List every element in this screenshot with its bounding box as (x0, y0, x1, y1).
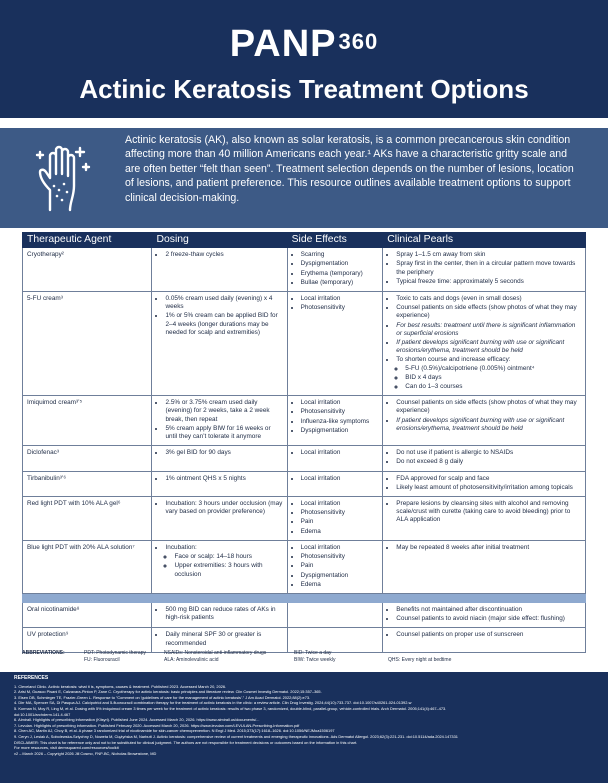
abbreviation-item: NSAIDs: Nonsteroidal anti-inflammatory drugs (164, 650, 267, 656)
bullet-item: • 5% cream apply BIW for 16 weeks or until they can’t tolerate it anymore (165, 425, 282, 441)
table-body-secondary (23, 602, 586, 652)
reference-item: 1. Cleveland Clinic. Actinic keratosis: what it is, symptoms, causes & treatment. Published 2023. Accessed March 20, 2026. (14, 683, 227, 689)
bullet-list (396, 365, 581, 392)
table-row (23, 248, 586, 292)
side-effects-cell (287, 497, 383, 541)
table-row (23, 602, 586, 627)
table-row (23, 497, 586, 541)
column-header: Dosing (152, 233, 287, 248)
header (0, 0, 608, 118)
column-header: Clinical Pearls (383, 233, 586, 248)
bullet-list (156, 544, 282, 579)
agent-cell: Diclofenac³ (23, 446, 152, 471)
bullet-item: • Incubation: (165, 544, 282, 552)
bullet-item: • Do not exceed 8 g daily (396, 458, 581, 466)
bullet-item: • Edema (301, 581, 379, 589)
bullet-item: ◦ 5-FU (0.5%)/calcipotriene (0.005%) ointment⁴ (405, 365, 581, 373)
abbreviations-spacer (22, 657, 84, 664)
agent-cell: Cryotherapy² (23, 248, 152, 292)
side-effects-cell (287, 471, 383, 496)
reference-item: v2 – March 2026 – Copyright 2026 Jill Cosmo, FNP-BC, Nicholas Brownstone, MD (14, 750, 157, 756)
agent-cell: UV protection⁹ (23, 628, 152, 652)
bullet-item: • Photosensitivity (301, 408, 379, 416)
references-heading: REFERENCES (14, 675, 49, 681)
table-body (23, 248, 586, 594)
abbreviation-item: ALA: Aminolevulinic acid (164, 657, 219, 663)
dosing-cell (152, 446, 287, 471)
column-header: Side Effects (287, 233, 383, 248)
abbreviations-row (22, 650, 586, 657)
treatment-table (22, 232, 586, 653)
agent-cell: Red light PDT with 10% ALA gel⁶ (23, 497, 152, 541)
intro-section (0, 118, 608, 228)
reference-item: 6. Almirall. Highlights of prescribing information (Klisyri). Published June 2024. Accessed March 20, 2026. https://www.almirall.us/documents/... (14, 717, 260, 723)
bullet-item: ◦ BID x 4 days (405, 374, 581, 382)
bullet-item: • Photosensitivity (301, 553, 379, 561)
agent-cell: Tirbanibulin³ʼ⁶ (23, 471, 152, 496)
side-effects-cell (287, 602, 383, 627)
bullet-list (156, 475, 282, 483)
bullet-list (387, 399, 581, 433)
bullet-list (292, 399, 379, 435)
pearls-cell (383, 602, 586, 627)
bullet-item: • Likely least amount of photosensitivity/irritation among topicals (396, 484, 581, 492)
reference-item: 4. Dirr MA, Spencer SA, Di Pasqua AJ. Calcipotriol and 5-fluorouracil combination therapy for the treatment of actinic keratosis in the clinic: a review article. Clin Drug Investig. 2024;44(10):733-737. doi:10.1007/s40261-024-01392-w (14, 700, 412, 706)
agent-cell: Blue light PDT with 20% ALA solution⁷ (23, 540, 152, 593)
abbreviation-item: BIW: Twice weekly (294, 657, 336, 663)
side-effects-cell (287, 292, 383, 396)
bullet-item: ◦ Upper extremities: 3 hours with occlusion (174, 562, 282, 578)
abbreviations-row (22, 657, 586, 664)
brand-sup: 360 (338, 29, 379, 54)
bullet-item: • Counsel patients on side effects (show photos of what they may experience) (396, 304, 581, 320)
bullet-list (156, 449, 282, 457)
bullet-item: • Benefits not maintained after discontinuation (396, 606, 581, 614)
intro-text: Actinic keratosis (AK), also known as solar keratosis, is a common precancerous skin condition affecting more than 40 million Americans each year.¹ AKs have a characteristic gritty scale and are often better “felt than seen”. Treatment selection depends on the number of lesions, location of lesions, and patient preference. This resource outlines available treatment options to support clinical decision-making. (125, 134, 574, 204)
pearls-cell (383, 497, 586, 541)
bullet-item: • Scarring (301, 251, 379, 259)
bullet-item: • Dyspigmentation (301, 260, 379, 268)
bullet-item: • Photosensitivity (301, 304, 379, 312)
separator-cell (23, 593, 586, 602)
bullet-list (387, 544, 581, 552)
bullet-list (156, 500, 282, 516)
agent-cell: Imiquimod cream³ʼ⁵ (23, 396, 152, 446)
bullet-list (156, 399, 282, 441)
bullet-list (292, 295, 379, 312)
bullet-item: • Prepare lesions by cleansing sites with alcohol and removing scale/crust with curette (taking care to avoid bleeding) prior to ALA application (396, 500, 581, 525)
reference-item: 7. Levulan. Highlights of prescribing information. Published February 2020. Accessed March 20, 2026. https://www.levulan.com/LEVULAN-Prescribing-Information.pdf (14, 722, 300, 728)
bullet-item: • If patient develops significant burning with use or significant erosions/erythema, treatment should be held (396, 417, 581, 433)
page-title: Actinic Keratosis Treatment Options (79, 74, 529, 104)
side-effects-cell (287, 540, 383, 593)
bullet-item: • Toxic to cats and dogs (even in small doses) (396, 295, 581, 303)
brand-name: PANP (229, 23, 337, 65)
bullet-item: • 1% ointment QHS x 5 nights (165, 475, 282, 483)
table-row (23, 628, 586, 652)
abbreviation-item: BID: Twice a day (294, 650, 332, 656)
bullet-item: • 1% or 5% cream can be applied BID for 2–4 weeks (longer durations may be needed for scalp and extremities) (165, 312, 282, 337)
table-header-row (23, 233, 586, 248)
brand-logo (0, 0, 608, 64)
pearls-cell (383, 396, 586, 446)
bullet-item: • Bullae (temporary) (301, 279, 379, 287)
bullet-list (292, 449, 379, 457)
bullet-list (156, 631, 282, 647)
bullet-item: • Counsel patients to avoid niacin (major side effect: flushing) (396, 615, 581, 623)
bullet-list (292, 544, 379, 589)
abbreviations (22, 650, 586, 664)
bullet-list (156, 295, 282, 337)
bullet-list (387, 251, 581, 286)
reference-item: For more resources, visit dermsquared.com/resources/toolkit (14, 745, 119, 751)
bullet-item: • Photosensitivity (301, 509, 379, 517)
bullet-item: • If patient develops significant burning with use or significant erosions/erythema, treatment should be held (396, 339, 581, 355)
bullet-list (156, 606, 282, 622)
pearls-cell (383, 628, 586, 652)
bullet-item: • Local irritation (301, 449, 379, 457)
reference-item: 2. Arisi M, Guasco Pisani E, Calzavara-Pinton P, Zane C. Cryotherapy for actinic keratosis: basic principles and literature review. Clin Cosmet Investig Dermatol. 2022;15:357–365. (14, 689, 322, 695)
bullet-item (396, 356, 581, 391)
dosing-cell (152, 248, 287, 292)
dosing-cell (152, 540, 287, 593)
bullet-list (387, 631, 581, 639)
abbreviation-item: QHS: Every night at bedtime (388, 657, 452, 663)
dosing-cell (152, 471, 287, 496)
side-effects-cell (287, 628, 383, 652)
bullet-list (292, 475, 379, 483)
bullet-item: • Influenza-like symptoms (301, 418, 379, 426)
bullet-item: • Pain (301, 518, 379, 526)
dosing-cell (152, 628, 287, 652)
pearls-cell (383, 471, 586, 496)
table-row (23, 446, 586, 471)
bullet-list (165, 553, 282, 579)
side-effects-cell (287, 248, 383, 292)
bullet-item: • FDA approved for scalp and face (396, 475, 581, 483)
bullet-item: • Edema (301, 528, 379, 536)
bullet-item: • 0.05% cream used daily (evening) x 4 weeks (165, 295, 282, 311)
reference-item: 9. Ceryn J, Lesiak A, Sobolewska-Sztychny D, Noweta M, Ciążyńska M, Narbutt J. Actinic keratosis: comprehensive review of current treatments and emerging therapeutic innovations. Ads Dermatol Allergol. 2023;62(3):221-231. doi:10.5114/ada.2024.147331 (14, 733, 458, 739)
bullet-item: • Counsel patients on proper use of sunscreen (396, 631, 581, 639)
separator-row (23, 593, 586, 602)
dosing-cell (152, 602, 287, 627)
reference-item: doi:10.1001/archderm.141.4.467 (14, 711, 71, 717)
reference-item: 8. Chen AC, Martin AJ, Choy B, et al. A phase 3 randomized trial of nicotinamide for skin-cancer chemoprevention. N Engl J Med. 2015;373(17):1618–1626. doi:10.1056/NEJMoa1506197 (14, 728, 335, 734)
dosing-cell (152, 396, 287, 446)
bullet-list (387, 449, 581, 466)
hand-sparkle-icon (26, 138, 102, 214)
bullet-item: • Daily mineral SPF 30 or greater is recommended (165, 631, 282, 647)
abbreviation-item: PDT: Photodynamic therapy (84, 650, 146, 656)
bullet-item: • Spray first in the center, then in a circular pattern move towards the periphery (396, 260, 581, 276)
bullet-item: ◦ Can do 1–3 courses (405, 383, 581, 391)
pearls-cell (383, 248, 586, 292)
bullet-list (292, 500, 379, 536)
side-effects-cell (287, 396, 383, 446)
side-effects-cell (287, 446, 383, 471)
bullet-list (387, 500, 581, 525)
bullet-list (156, 251, 282, 259)
bullet-item: • Erythema (temporary) (301, 270, 379, 278)
bullet-item: • Pain (301, 562, 379, 570)
table-separator (23, 593, 586, 602)
bullet-item: • Local irritation (301, 399, 379, 407)
treatment-table-wrap (22, 232, 586, 653)
bullet-list (387, 606, 581, 623)
reference-item: DISCLAIMER: This chart is for reference only and not to be substituted for clinical judgment. The authors are not responsible for treatment decisions or outcomes based on the information in this chart. (14, 739, 358, 745)
reference-item: 5. Korman N, Moy R, Ling M, et al. Dosing with 5% imiquimod cream 3 times per week for the treatment of actinic keratosis: results of two phase 3, randomized, double-blind, parallel-group, vehicle-controlled trials. Arch Dermatol. 2005;141(4):467–473. (14, 705, 447, 711)
bullet-item: • May be repeated 8 weeks after initial treatment (396, 544, 581, 552)
bullet-item: • Incubation: 3 hours under occlusion (may vary based on provider preference) (165, 500, 282, 516)
bullet-item: • 2 freeze-thaw cycles (165, 251, 282, 259)
bullet-item: • Local irritation (301, 295, 379, 303)
bullet-item: • 2.5% or 3.75% cream used daily (evening) for 2 weeks, take a 2 week break, then repeat (165, 399, 282, 424)
bullet-list (387, 475, 581, 492)
bullet-item: ◦ Face or scalp: 14–18 hours (174, 553, 282, 561)
bullet-item: • Dyspigmentation (301, 572, 379, 580)
table-row (23, 396, 586, 446)
dosing-cell (152, 292, 287, 396)
bullet-item: • Do not use if patient is allergic to NSAIDs (396, 449, 581, 457)
agent-cell: Oral nicotinamide⁸ (23, 602, 152, 627)
pearls-cell (383, 446, 586, 471)
bullet-item: • Dyspigmentation (301, 427, 379, 435)
pearls-cell (383, 292, 586, 396)
agent-cell: 5-FU cream³ (23, 292, 152, 396)
pearls-cell (383, 540, 586, 593)
dosing-cell (152, 497, 287, 541)
table-row (23, 471, 586, 496)
bullet-item: • Local irritation (301, 475, 379, 483)
column-header: Therapeutic Agent (23, 233, 152, 248)
bullet-item: • For best results: treatment until there is significant inflammation or superficial erosions (396, 322, 581, 338)
abbreviation-item: FU: Fluorouracil (84, 657, 120, 663)
references-list (14, 684, 594, 757)
bullet-list (387, 295, 581, 391)
bullet-item: • Counsel patients on side effects (show photos of what they may experience) (396, 399, 581, 415)
abbreviations-label: ABBREVIATIONS: (22, 650, 65, 656)
table-row (23, 540, 586, 593)
reference-item: 3. Eisen DB, Schmieger TE, Frazier-Green L. Response to "Comment on 'guidelines of care for the management of actinic keratosis'." J Am Acad Dermatol. 2022;88(2):e73. (14, 694, 311, 700)
bullet-item: • Local irritation (301, 500, 379, 508)
bullet-list (292, 251, 379, 287)
bullet-text: To shorten course and increase efficacy: (396, 356, 511, 364)
bullet-item: • 500 mg BID can reduce rates of AKs in high-risk patients (165, 606, 282, 622)
sub-list-wrap (165, 553, 282, 579)
bullet-item: • 3% gel BID for 90 days (165, 449, 282, 457)
bullet-item: • Local irritation (301, 544, 379, 552)
table-row (23, 292, 586, 396)
bullet-item: • Typical freeze time: approximately 5 seconds (396, 278, 581, 286)
references (0, 672, 608, 783)
bullet-item: • Spray 1–1.5 cm away from skin (396, 251, 581, 259)
